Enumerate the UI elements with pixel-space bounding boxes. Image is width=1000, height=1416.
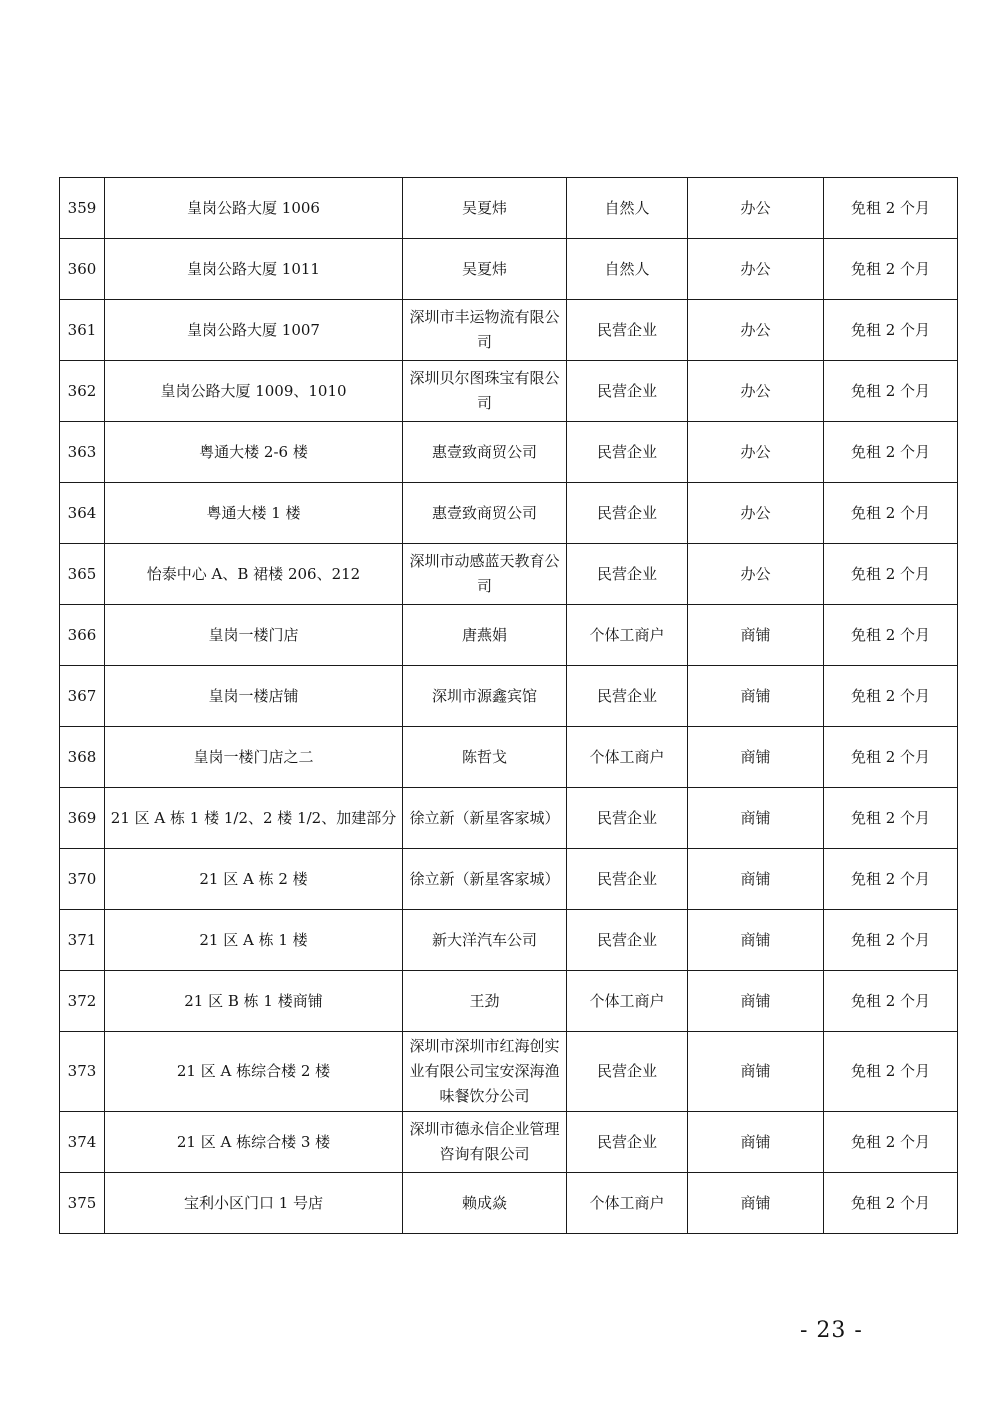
table-row [60,1173,958,1234]
cell-relief: 免租 2 个月 [824,666,958,727]
cell-usage: 商铺 [688,666,824,727]
cell-tenant-type: 民营企业 [567,1032,688,1112]
cell-usage: 办公 [688,483,824,544]
cell-relief: 免租 2 个月 [824,1032,958,1112]
cell-location: 21 区 A 栋 2 楼 [105,849,403,910]
cell-relief: 免租 2 个月 [824,727,958,788]
cell-relief: 免租 2 个月 [824,544,958,605]
cell-location: 怡泰中心 A、B 裙楼 206、212 [105,544,403,605]
table-row [60,422,958,483]
cell-location: 粤通大楼 2-6 楼 [105,422,403,483]
cell-tenant-type: 民营企业 [567,483,688,544]
table-row [60,483,958,544]
cell-location: 皇岗公路大厦 1009、1010 [105,361,403,422]
cell-tenant-type: 自然人 [567,239,688,300]
cell-relief: 免租 2 个月 [824,239,958,300]
cell-relief: 免租 2 个月 [824,483,958,544]
cell-number: 375 [60,1173,105,1234]
cell-location: 皇岗公路大厦 1011 [105,239,403,300]
cell-location: 21 区 A 栋 1 楼 1/2、2 楼 1/2、加建部分 [105,788,403,849]
cell-tenant-type: 民营企业 [567,544,688,605]
cell-tenant-type: 个体工商户 [567,971,688,1032]
cell-relief: 免租 2 个月 [824,300,958,361]
cell-usage: 商铺 [688,910,824,971]
cell-number: 366 [60,605,105,666]
cell-relief: 免租 2 个月 [824,910,958,971]
cell-tenant: 唐燕娟 [403,605,567,666]
cell-number: 359 [60,178,105,239]
cell-tenant-type: 民营企业 [567,1112,688,1173]
cell-tenant-type: 个体工商户 [567,1173,688,1234]
cell-tenant: 吴夏炜 [403,178,567,239]
cell-usage: 商铺 [688,971,824,1032]
cell-location: 皇岗一楼门店 [105,605,403,666]
cell-location: 皇岗公路大厦 1006 [105,178,403,239]
cell-usage: 办公 [688,544,824,605]
cell-usage: 商铺 [688,605,824,666]
cell-location: 21 区 B 栋 1 楼商铺 [105,971,403,1032]
cell-tenant-type: 自然人 [567,178,688,239]
cell-number: 365 [60,544,105,605]
table-row [60,1112,958,1173]
cell-tenant: 王劲 [403,971,567,1032]
table-row [60,1032,958,1112]
cell-tenant: 深圳市源鑫宾馆 [403,666,567,727]
cell-usage: 商铺 [688,1173,824,1234]
cell-usage: 商铺 [688,727,824,788]
table-row [60,361,958,422]
cell-tenant: 深圳贝尔图珠宝有限公司 [403,361,567,422]
cell-number: 369 [60,788,105,849]
cell-relief: 免租 2 个月 [824,849,958,910]
rent-relief-table [59,177,958,1234]
cell-tenant-type: 民营企业 [567,361,688,422]
cell-tenant-type: 民营企业 [567,422,688,483]
cell-relief: 免租 2 个月 [824,178,958,239]
table-row [60,727,958,788]
cell-number: 367 [60,666,105,727]
table-row [60,605,958,666]
cell-number: 364 [60,483,105,544]
cell-relief: 免租 2 个月 [824,1173,958,1234]
cell-relief: 免租 2 个月 [824,605,958,666]
cell-location: 粤通大楼 1 楼 [105,483,403,544]
cell-usage: 办公 [688,361,824,422]
cell-tenant: 陈哲戈 [403,727,567,788]
cell-tenant: 深圳市丰运物流有限公司 [403,300,567,361]
table-row [60,544,958,605]
cell-usage: 商铺 [688,788,824,849]
cell-location: 21 区 A 栋综合楼 2 楼 [105,1032,403,1112]
cell-tenant: 徐立新（新星客家城） [403,849,567,910]
cell-tenant-type: 民营企业 [567,849,688,910]
cell-tenant-type: 民营企业 [567,788,688,849]
cell-tenant-type: 个体工商户 [567,727,688,788]
cell-tenant: 深圳市深圳市红海创实业有限公司宝安深海渔味餐饮分公司 [403,1032,567,1112]
cell-tenant: 惠壹致商贸公司 [403,422,567,483]
cell-number: 371 [60,910,105,971]
table-body [60,178,958,1234]
cell-relief: 免租 2 个月 [824,1112,958,1173]
cell-number: 360 [60,239,105,300]
cell-relief: 免租 2 个月 [824,788,958,849]
cell-number: 370 [60,849,105,910]
table-row [60,300,958,361]
table-row [60,788,958,849]
cell-usage: 办公 [688,300,824,361]
cell-tenant: 惠壹致商贸公司 [403,483,567,544]
cell-usage: 办公 [688,239,824,300]
table-row [60,178,958,239]
cell-number: 372 [60,971,105,1032]
cell-location: 21 区 A 栋 1 楼 [105,910,403,971]
cell-usage: 商铺 [688,1032,824,1112]
cell-usage: 办公 [688,178,824,239]
cell-location: 皇岗一楼店铺 [105,666,403,727]
cell-usage: 商铺 [688,1112,824,1173]
cell-location: 21 区 A 栋综合楼 3 楼 [105,1112,403,1173]
cell-tenant-type: 民营企业 [567,300,688,361]
cell-relief: 免租 2 个月 [824,971,958,1032]
cell-number: 368 [60,727,105,788]
cell-tenant: 深圳市德永信企业管理咨询有限公司 [403,1112,567,1173]
cell-tenant: 深圳市动感蓝天教育公司 [403,544,567,605]
table-row [60,910,958,971]
cell-tenant-type: 个体工商户 [567,605,688,666]
cell-usage: 商铺 [688,849,824,910]
cell-number: 363 [60,422,105,483]
table-row [60,666,958,727]
cell-tenant: 新大洋汽车公司 [403,910,567,971]
cell-number: 374 [60,1112,105,1173]
table-row [60,971,958,1032]
table-row [60,239,958,300]
cell-tenant-type: 民营企业 [567,666,688,727]
cell-relief: 免租 2 个月 [824,422,958,483]
page-number: - 23 - [800,1318,863,1343]
cell-location: 皇岗公路大厦 1007 [105,300,403,361]
table-row [60,849,958,910]
cell-number: 361 [60,300,105,361]
cell-relief: 免租 2 个月 [824,361,958,422]
cell-tenant: 赖成焱 [403,1173,567,1234]
cell-usage: 办公 [688,422,824,483]
cell-location: 皇岗一楼门店之二 [105,727,403,788]
cell-number: 373 [60,1032,105,1112]
cell-tenant: 徐立新（新星客家城） [403,788,567,849]
cell-tenant-type: 民营企业 [567,910,688,971]
cell-location: 宝利小区门口 1 号店 [105,1173,403,1234]
cell-number: 362 [60,361,105,422]
cell-tenant: 吴夏炜 [403,239,567,300]
